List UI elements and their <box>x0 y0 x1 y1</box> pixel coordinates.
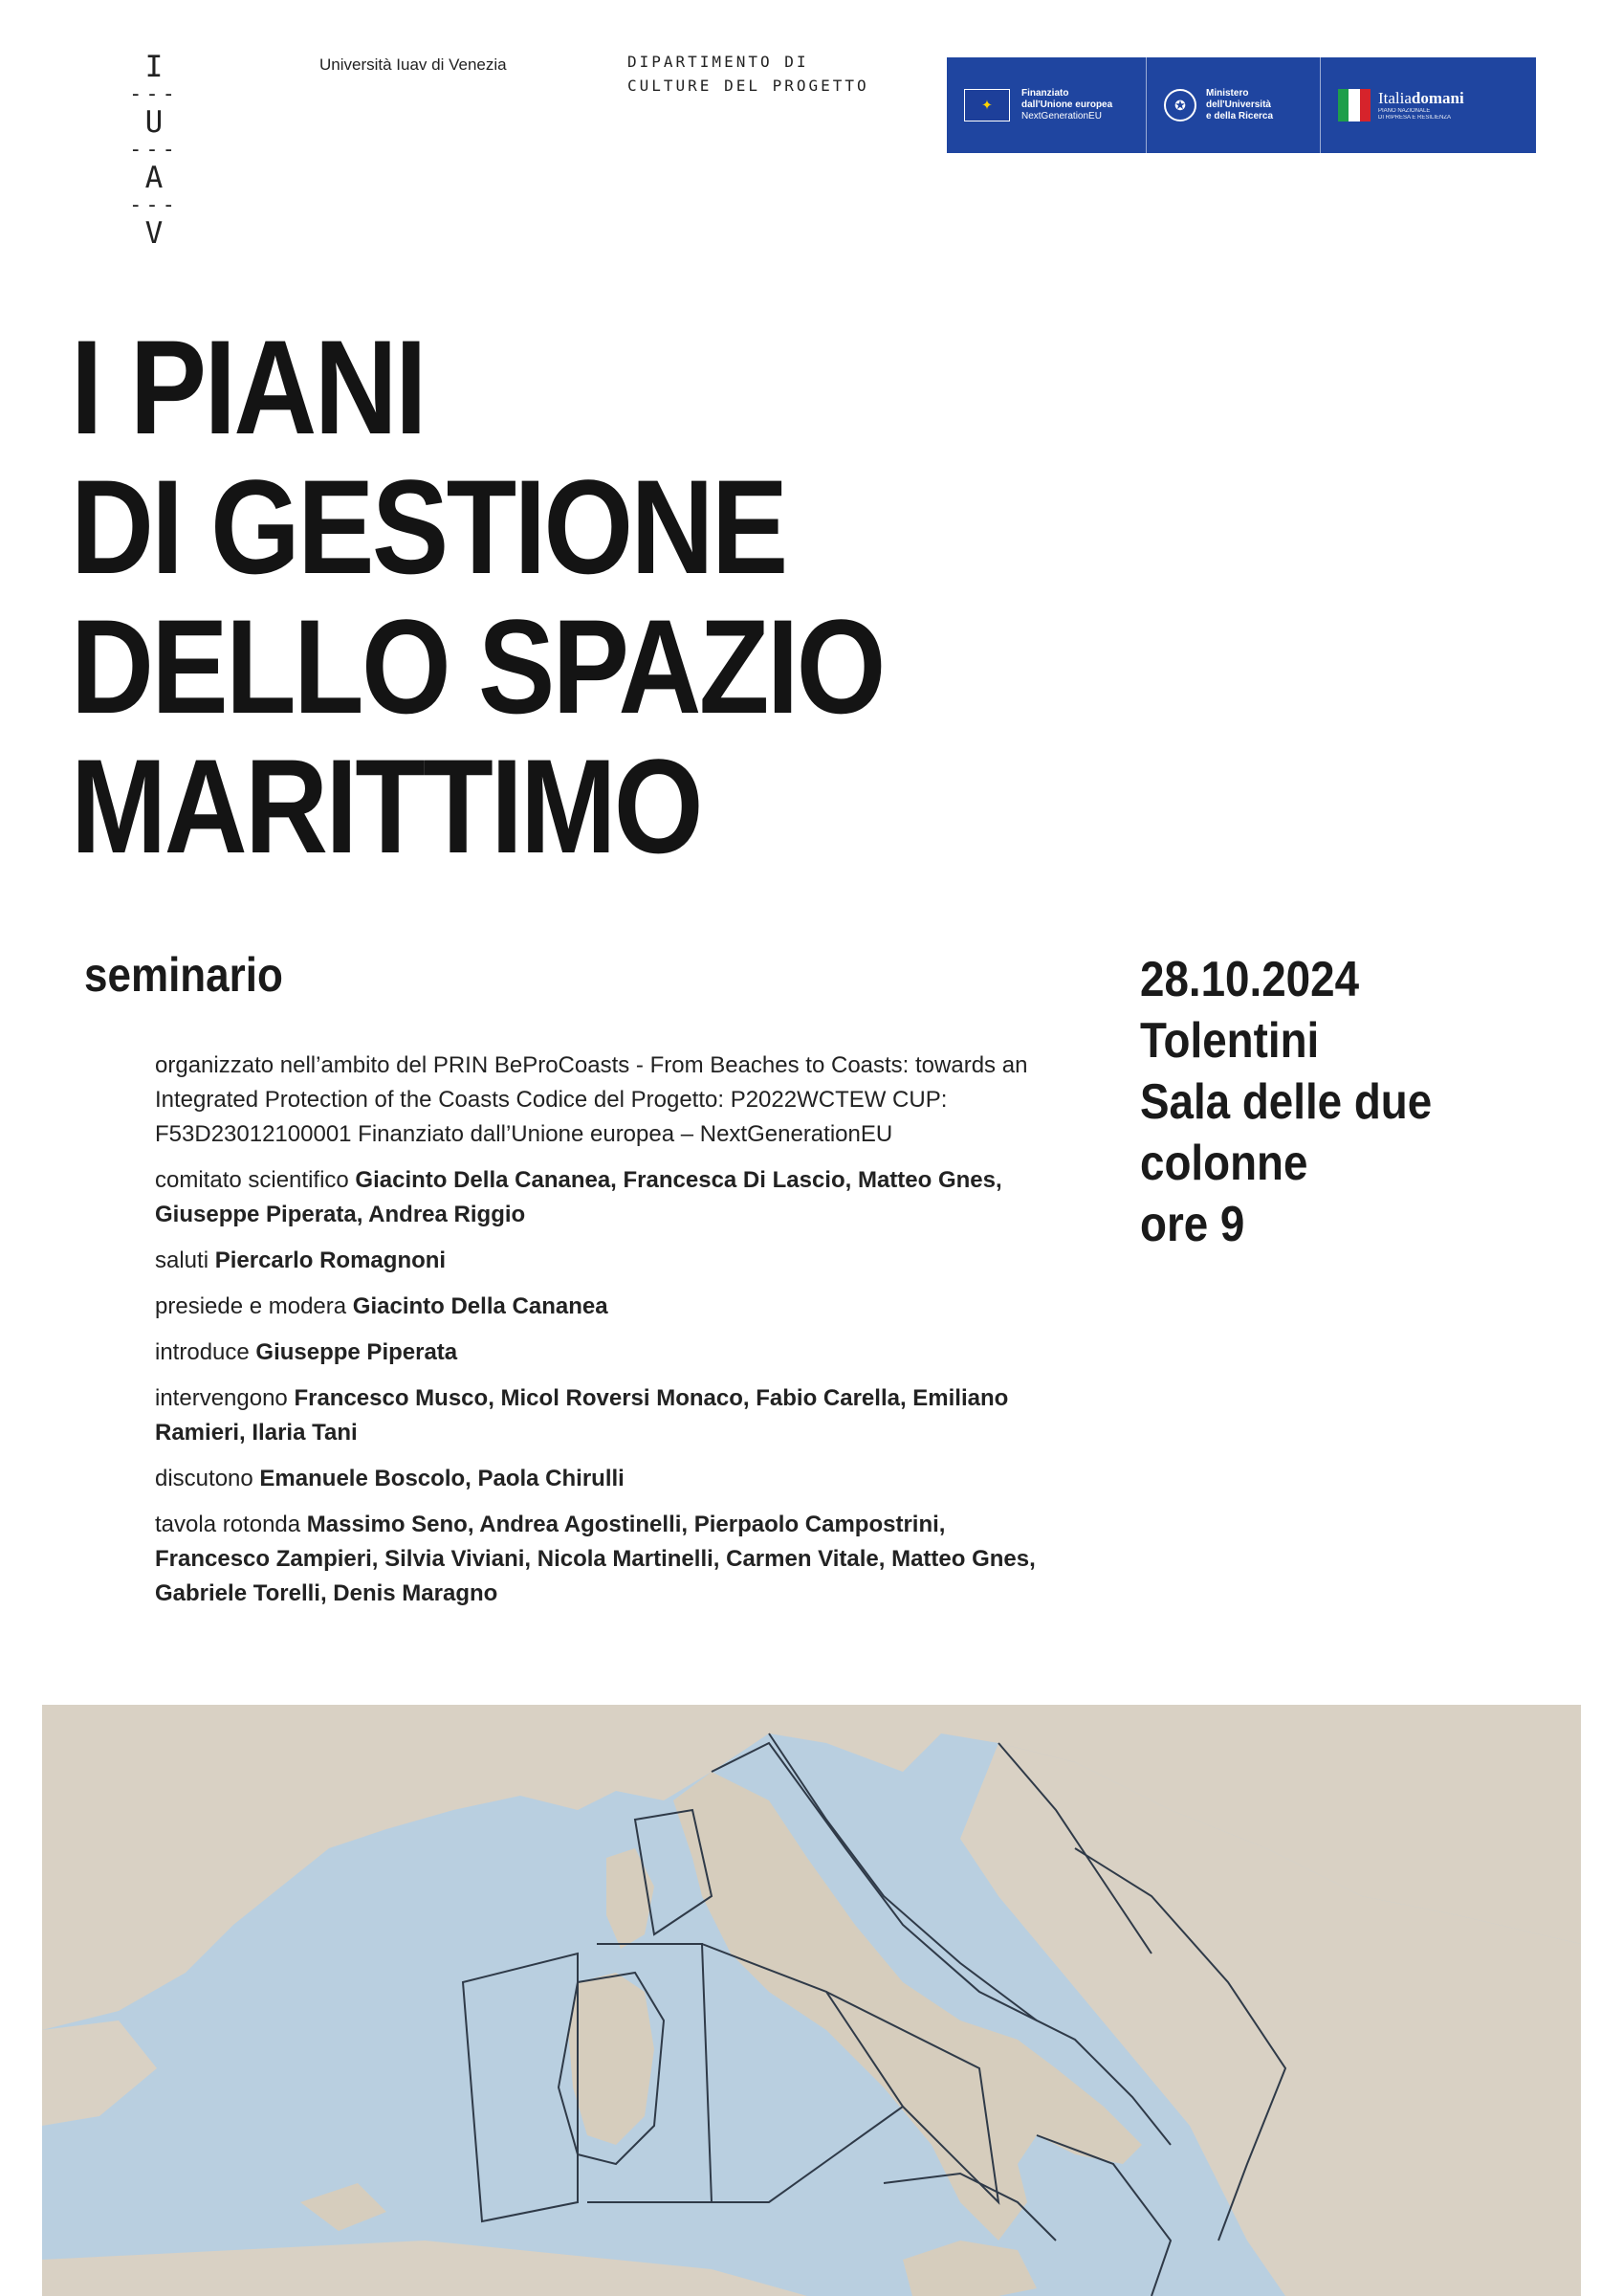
title-line: MARITTIMO <box>71 731 701 881</box>
logo-letter: A <box>144 161 164 195</box>
logo-divider: --- <box>129 82 179 106</box>
ministry-text-line: e della Ricerca <box>1206 111 1274 121</box>
italiadomani-logo: Italiadomani <box>1378 89 1464 107</box>
logo-letter: I <box>144 50 164 84</box>
row-label: saluti <box>155 1247 209 1273</box>
event-type: seminario <box>84 948 283 1002</box>
ministry-text-line: dell'Università <box>1206 99 1271 110</box>
row-names: Emanuele Boscolo, Paola Chirulli <box>259 1466 625 1491</box>
eu-text-line: dall'Unione europea <box>1021 99 1113 110</box>
event-room: colonne <box>1140 1136 1308 1191</box>
programme-row <box>155 1244 1054 1278</box>
row-names: Massimo Seno, Andrea Agostinelli, Pierpaolo Campostrini, Francesco Zampieri, Silvia Viviani, Nicola Martinelli, Carmen Vitale, Matteo Gnes, Gabriele Torelli, Denis Maragno <box>155 1512 1036 1606</box>
event-info <box>1140 949 1432 1255</box>
logo-letter: U <box>144 105 164 140</box>
funding-banner <box>947 57 1536 153</box>
programme-row <box>155 1462 1054 1496</box>
logo-divider: --- <box>129 193 179 217</box>
event-time: ore 9 <box>1140 1197 1245 1252</box>
event-venue: Tolentini <box>1140 1013 1320 1069</box>
department-name <box>627 50 869 98</box>
italiadomani-sub: PIANO NAZIONALE <box>1378 108 1431 114</box>
row-names: Giuseppe Piperata <box>255 1339 458 1365</box>
programme-row <box>155 1381 1054 1450</box>
italiadomani-sub: DI RIPRESA E RESILIENZA <box>1378 115 1452 121</box>
event-room: Sala delle due <box>1140 1074 1433 1130</box>
logo-letter: V <box>144 216 164 251</box>
programme-details <box>155 1049 1054 1623</box>
row-names: Giacinto Della Cananea, Francesca Di Lascio, Matteo Gnes, Giuseppe Piperata, Andrea Riggio <box>155 1167 1002 1227</box>
event-date: 28.10.2024 <box>1140 952 1360 1007</box>
row-label: discutono <box>155 1466 253 1491</box>
row-names: Piercarlo Romagnoni <box>214 1247 447 1273</box>
programme-row <box>155 1290 1054 1324</box>
department-line: DIPARTIMENTO DI <box>627 53 809 71</box>
department-line: CULTURE DEL PROGETTO <box>627 77 869 95</box>
row-label: introduce <box>155 1339 250 1365</box>
eu-segment <box>947 57 1146 153</box>
poster-title <box>71 312 884 881</box>
logo-divider: --- <box>129 138 179 162</box>
programme-row <box>155 1508 1054 1611</box>
row-names: Francesco Musco, Micol Roversi Monaco, Fabio Carella, Emiliano Ramieri, Ilaria Tani <box>155 1385 1009 1446</box>
eu-text-line: NextGenerationEU <box>1021 111 1102 121</box>
eu-text-line: Finanziato <box>1021 88 1069 99</box>
eu-flag-icon: ✦ <box>964 89 1010 121</box>
intro-text: organizzato nell’ambito del PRIN BeProCoasts - From Beaches to Coasts: towards an Integrated Protection of the Coasts Codice del Progetto: P2022WCTEW CUP: F53D23012100001 Finanziato dall’Unione europea – NextGenerationEU <box>155 1052 1028 1147</box>
row-names: Giacinto Della Cananea <box>352 1293 608 1319</box>
university-name: Università Iuav di Venezia <box>319 55 507 74</box>
ministry-segment <box>1146 57 1320 153</box>
maritime-spatial-plan-map <box>42 1705 1581 2296</box>
title-line: DELLO SPAZIO <box>71 591 884 741</box>
republic-emblem-icon: ✪ <box>1164 89 1196 121</box>
ministry-text-line: Ministero <box>1206 88 1249 99</box>
row-label: tavola rotonda <box>155 1512 301 1537</box>
row-label: intervengono <box>155 1385 288 1411</box>
italiadomani-segment <box>1320 57 1536 153</box>
row-label: comitato scientifico <box>155 1167 349 1193</box>
programme-row <box>155 1336 1054 1370</box>
programme-row <box>155 1163 1054 1232</box>
iuav-logo <box>122 50 186 251</box>
title-line: DI GESTIONE <box>71 452 786 602</box>
row-label: presiede e modera <box>155 1293 347 1319</box>
italy-flag-icon <box>1338 89 1371 121</box>
title-line: I PIANI <box>71 312 425 462</box>
